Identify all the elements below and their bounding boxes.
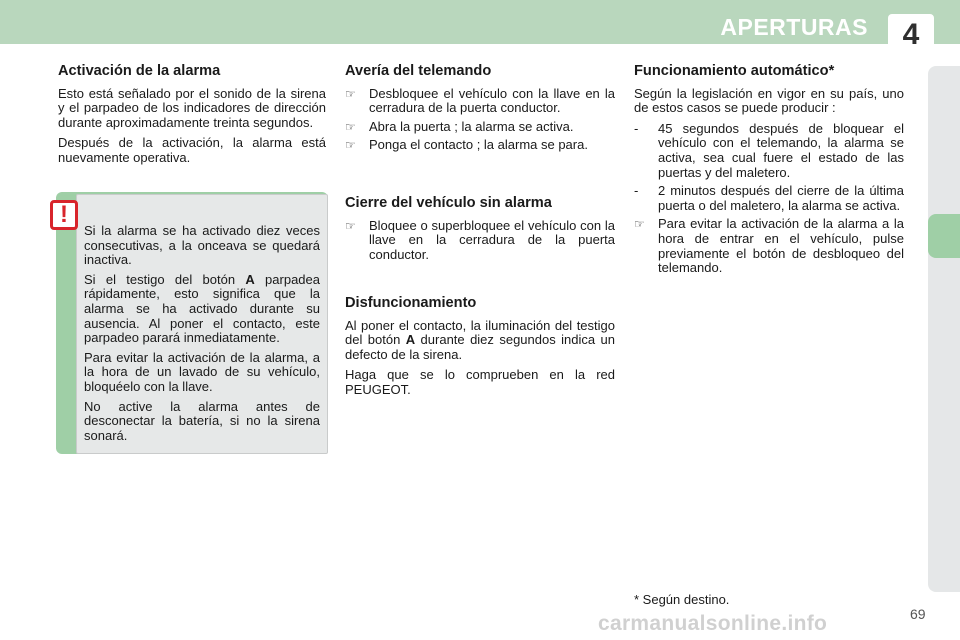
list-item bbox=[634, 217, 904, 275]
hand-pointer-icon: ☞ bbox=[345, 119, 356, 134]
page-number: 69 bbox=[910, 606, 926, 622]
button-letter: A bbox=[405, 332, 416, 348]
section-remote-failure bbox=[345, 64, 615, 157]
list-item bbox=[345, 138, 615, 153]
section-malfunction bbox=[345, 296, 615, 404]
section-lock-no-alarm bbox=[345, 196, 615, 266]
list-item-text: 2 minutos después del cierre de la última puerta o del maletero, la alarma se activa. bbox=[658, 183, 904, 213]
hand-pointer-icon: ☞ bbox=[345, 86, 356, 101]
list-item-text: Bloquee o superbloquee el vehículo con la llave en la cerradura de la puerta conductor. bbox=[369, 217, 615, 262]
hand-pointer-icon: ☞ bbox=[345, 218, 356, 233]
paragraph: Esto está señalado por el sonido de la sirena y el parpadeo de los indicadores de dirección durante aproximadamente treinta segundos. bbox=[58, 85, 326, 130]
text-run: Al poner el contacto, la iluminación del testigo del botón bbox=[345, 317, 615, 348]
section-alarm-activation bbox=[58, 64, 326, 172]
section-heading: Activación de la alarma bbox=[58, 63, 221, 79]
exclamation-icon: ! bbox=[50, 200, 78, 230]
note-paragraph: Para evitar la activación de la alarma, a la hora de un lavado de su vehículo, bloquéelo con la llave. bbox=[84, 349, 320, 394]
watermark: carmanualsonline.info bbox=[598, 612, 828, 635]
note-text bbox=[84, 224, 320, 448]
hand-pointer-icon: ☞ bbox=[345, 138, 356, 153]
list-item bbox=[345, 120, 615, 135]
paragraph: Después de la activación, la alarma está nuevamente operativa. bbox=[58, 135, 326, 165]
list-item-text: Ponga el contacto ; la alarma se para. bbox=[369, 137, 588, 153]
text-run: parpadea rápidamente, esto significa que la alarma se ha activado durante su ausencia. Al poner el contacto, este parpadeo parará inmediatamente. bbox=[84, 271, 320, 346]
chapter-number: 4 bbox=[902, 18, 920, 51]
list-item bbox=[634, 122, 904, 180]
dash-marker: - bbox=[634, 120, 639, 136]
list-item-text: 45 segundos después de bloquear el vehículo con el telemando, la alarma se activa, sea cual fuere el estado de las puertas y del maletero. bbox=[658, 120, 904, 180]
list-item-text: Para evitar la activación de la alarma a la hora de entrar en el vehículo, pulse previamente el botón de desbloqueo del telemando. bbox=[658, 216, 904, 276]
list-item bbox=[345, 219, 615, 263]
footnote: * Según destino. bbox=[634, 592, 730, 607]
page-title: APERTURAS bbox=[720, 14, 868, 40]
text-run: Si el testigo del botón bbox=[84, 271, 246, 287]
text-run: durante diez segundos indica un defecto de la sirena. bbox=[345, 332, 615, 362]
button-letter: A bbox=[245, 271, 255, 287]
paragraph: Según la legislación en vigor en su país, uno de estos casos se puede producir : bbox=[634, 85, 904, 116]
chapter-tab[interactable] bbox=[928, 214, 960, 258]
paragraph: Haga que se lo comprueben en la red PEUGEOT. bbox=[345, 367, 615, 397]
section-automatic bbox=[634, 64, 904, 280]
note-paragraph: Si la alarma se ha activado diez veces consecutivas, a la onceava se quedará inactiva. bbox=[84, 223, 320, 268]
list-item bbox=[345, 87, 615, 116]
list-item-text: Abra la puerta ; la alarma se activa. bbox=[369, 118, 574, 134]
hand-pointer-icon: ☞ bbox=[634, 217, 645, 232]
section-heading: Cierre del vehículo sin alarma bbox=[345, 195, 552, 211]
note-paragraph: No active la alarma antes de desconectar la batería, si no la sirena sonará. bbox=[84, 398, 320, 443]
section-heading: Avería del telemando bbox=[345, 63, 492, 79]
list-item bbox=[634, 184, 904, 213]
dash-marker: - bbox=[634, 183, 639, 199]
side-strip bbox=[928, 66, 960, 592]
note-paragraph bbox=[84, 273, 320, 346]
section-heading: Funcionamiento automático* bbox=[634, 63, 835, 79]
list-item-text: Desbloquee el vehículo con la llave en la cerradura de la puerta conductor. bbox=[369, 85, 615, 116]
section-heading: Disfuncionamiento bbox=[345, 295, 477, 311]
paragraph bbox=[345, 319, 615, 363]
